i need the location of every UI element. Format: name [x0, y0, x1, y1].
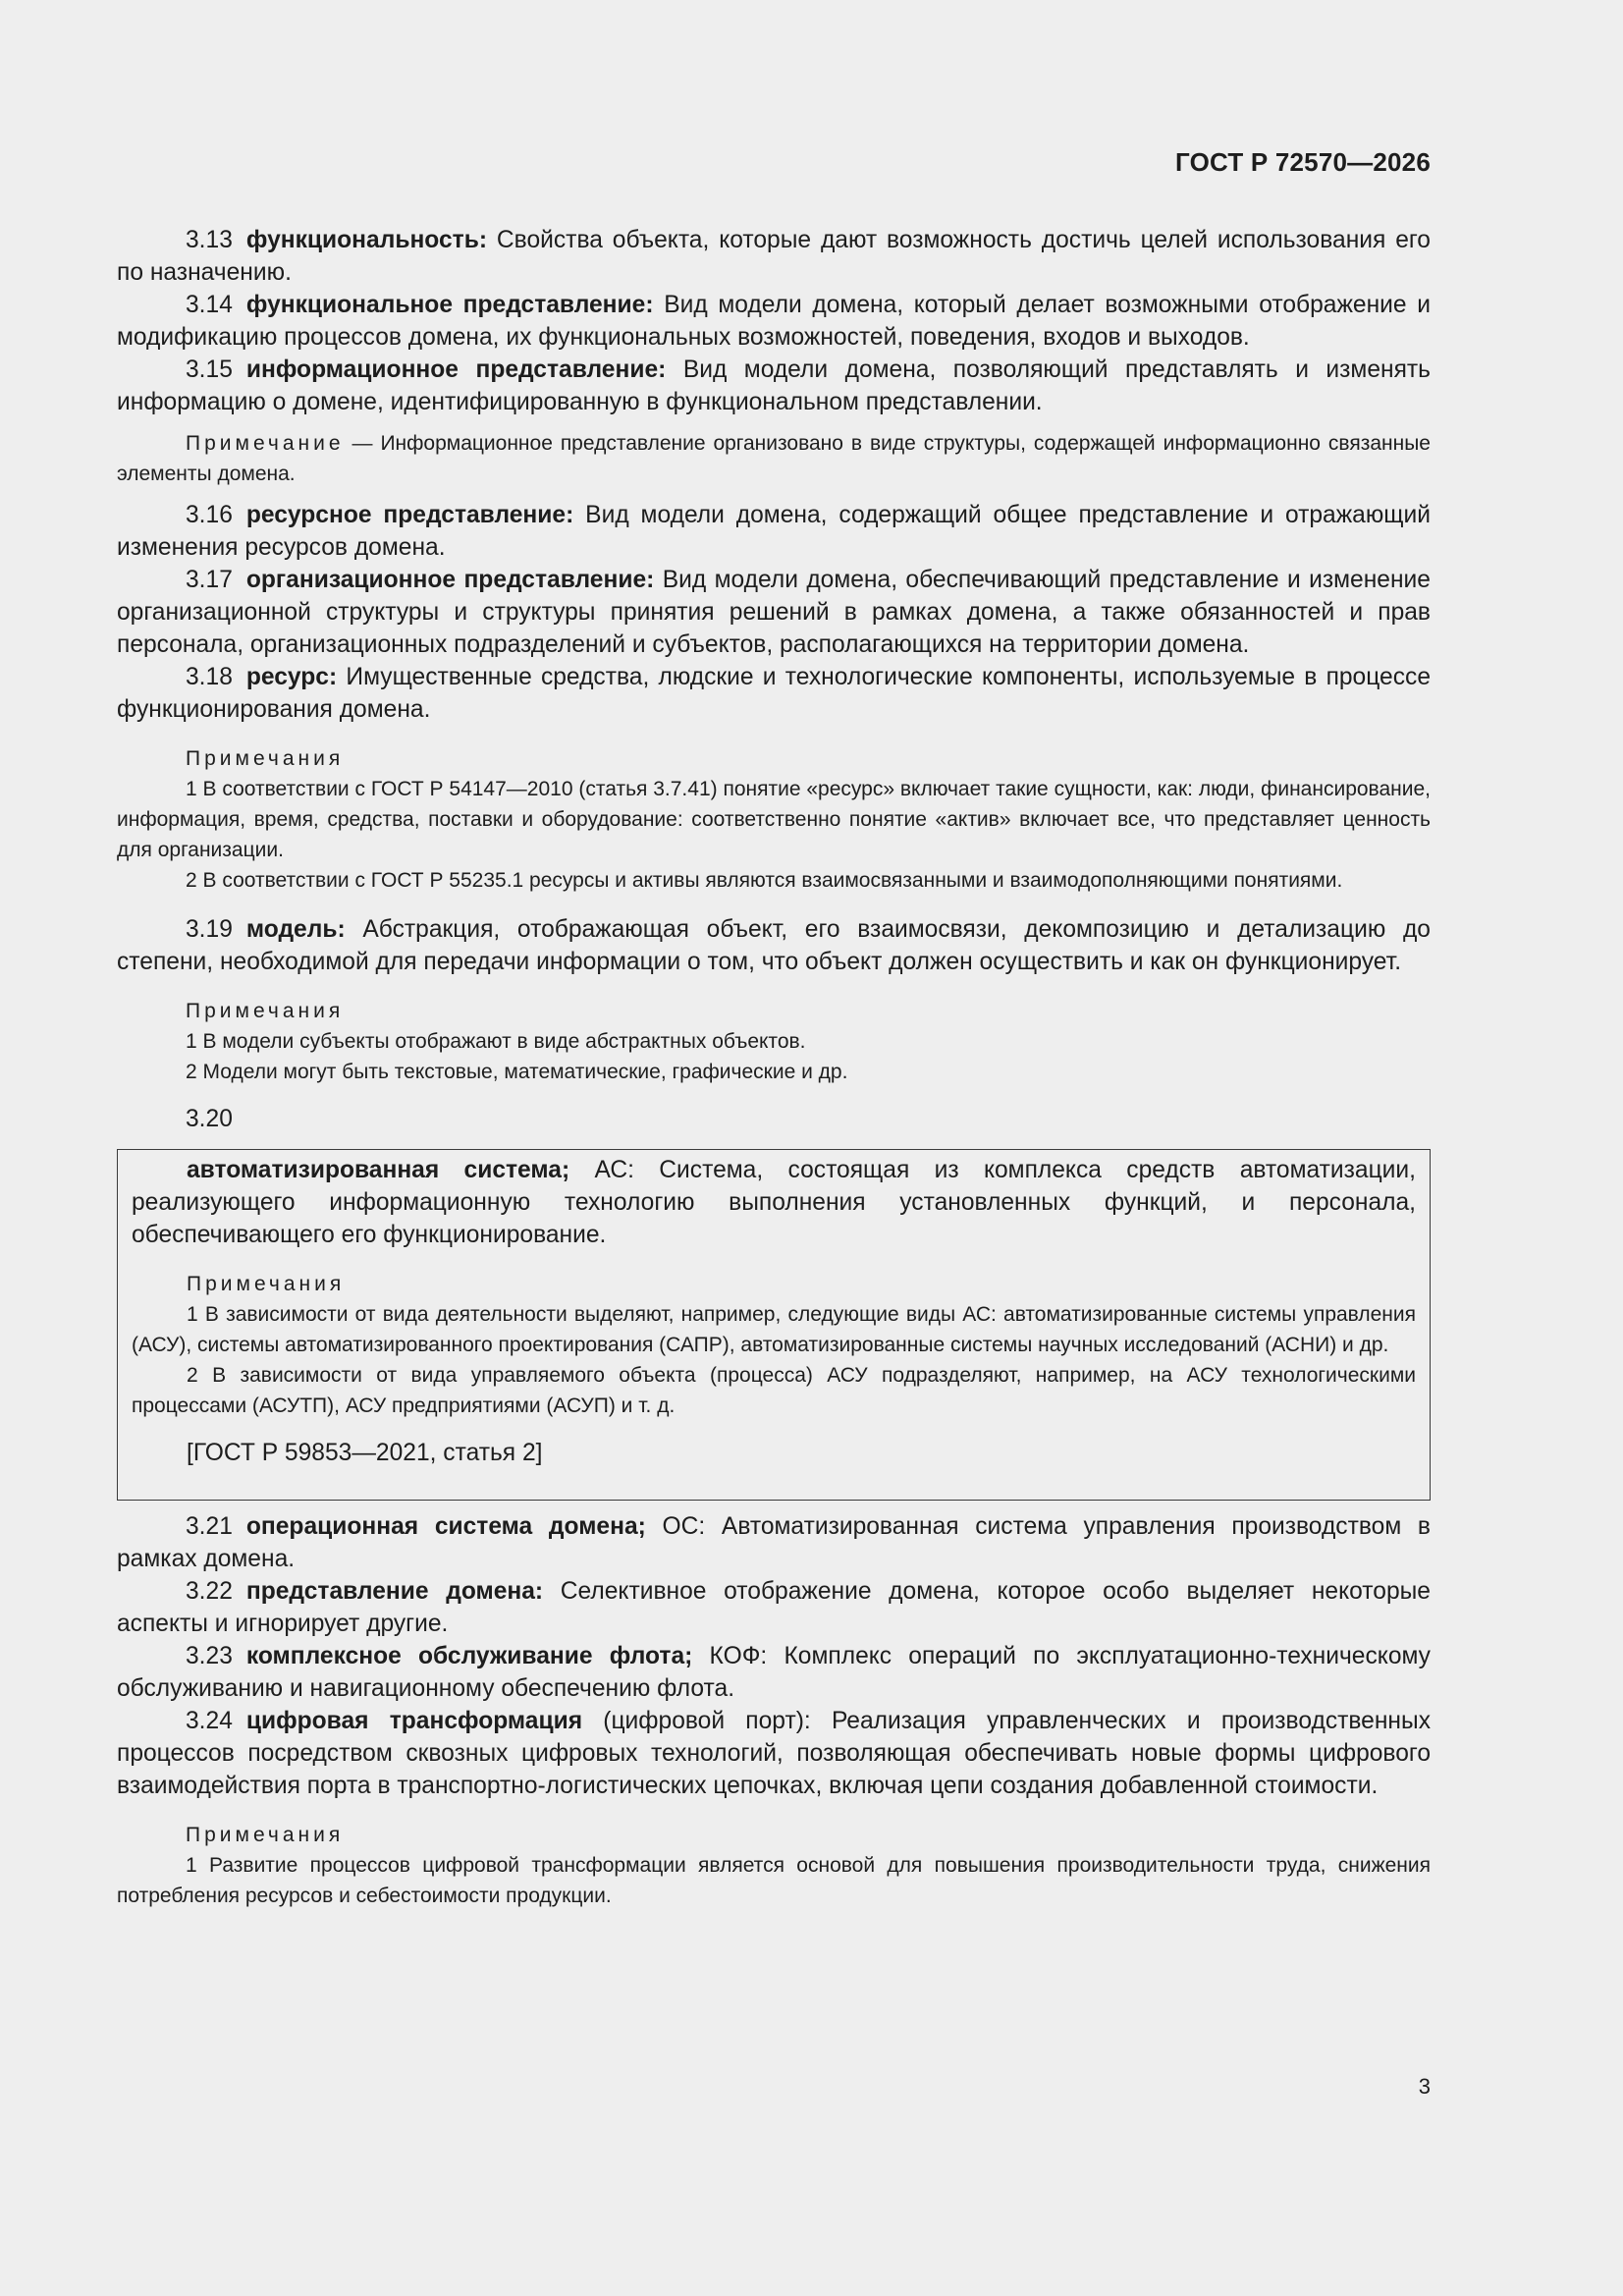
term-3-19: [117, 913, 1431, 978]
term-number: 3.21: [186, 1512, 233, 1540]
term-definition: Вид модели домена, который делает возможными отображение и модификацию процессов домена, их функциональных возможностей, поведения, входов и выходов.: [117, 292, 1431, 351]
term-number: 3.22: [186, 1577, 233, 1605]
term-number: 3.15: [186, 356, 233, 383]
term-3-17: [117, 564, 1431, 661]
term-name: организационное представление:: [245, 567, 655, 593]
term-3-21: [117, 1510, 1431, 1575]
term-number: 3.17: [186, 567, 233, 593]
term-name: автоматизированная система;: [187, 1157, 570, 1183]
term-3-22: [117, 1575, 1431, 1640]
term-definition: Вид модели домена, обеспечивающий представление и изменение организационной структуры и структуры принятия решений в рамках домена, а также обязанностей и прав персонала, организационных подразделений и субъектов, располагающихся на территории домена.: [117, 567, 1431, 658]
term-definition: Абстракция, отображающая объект, его взаимосвязи, декомпозицию и детализацию до степени, необходимой для передачи информации о том, что объект должен осуществить и как он функционирует.: [117, 916, 1431, 975]
term-3-18: [117, 661, 1431, 726]
term-name: цифровая трансформация: [245, 1707, 583, 1734]
note-3-18-1: 1 В соответствии с ГОСТ Р 54147—2010 (статья 3.7.41) понятие «ресурс» включает такие сущности, как: люди, финансирование, информация, время, средства, поставки и оборудование: соответственно понятие «актив» включает все, что представляет ценность для организации.: [117, 778, 1431, 861]
term-3-14: [117, 289, 1431, 354]
note-3-15: [117, 428, 1431, 489]
term-3-13: [117, 224, 1431, 289]
term-number: 3.23: [186, 1642, 233, 1669]
note-3-20-1: 1 В зависимости от вида деятельности выделяют, например, следующие виды АС: автоматизированные системы управления (АСУ), системы автоматизированного проектирования (САПР), автоматизированные системы научных исследований (АСНИ) и др.: [132, 1303, 1416, 1356]
note-3-19-1: 1 В модели субъекты отображают в виде абстрактных объектов.: [186, 1030, 806, 1053]
term-3-20-number: 3.20: [186, 1106, 233, 1132]
term-name: модель:: [245, 916, 346, 943]
term-definition: ОС: Автоматизированная система управления производством в рамках домена.: [117, 1512, 1431, 1572]
page-number: 3: [1418, 2074, 1431, 2099]
term-3-20: [132, 1154, 1416, 1251]
term-name: комплексное обслуживание флота;: [245, 1642, 693, 1669]
term-name: операционная система домена;: [245, 1512, 646, 1540]
term-3-23: [117, 1640, 1431, 1705]
term-name: функциональное представление:: [245, 292, 654, 318]
note-3-20-2: 2 В зависимости от вида управляемого объекта (процесса) АСУ подразделяют, например, на АСУ технологическими процессами (АСУТП), АСУ предприятиями (АСУП) и т. д.: [132, 1364, 1416, 1417]
page-body: [117, 224, 1431, 1911]
term-name: информационное представление:: [245, 356, 667, 383]
term-3-20-source: [ГОСТ Р 59853—2021, статья 2]: [187, 1440, 543, 1466]
term-3-24: [117, 1705, 1431, 1802]
document-code-header: ГОСТ Р 72570—2026: [1175, 147, 1431, 177]
term-definition: Свойства объекта, которые дают возможность достичь целей использования его по назначению.: [117, 227, 1431, 286]
notes-title-3-19: Примечания: [186, 1000, 345, 1022]
term-name: ресурсное представление:: [245, 502, 574, 528]
term-definition: Имущественные средства, людские и технологические компоненты, используемые в процессе функционирования домена.: [117, 664, 1431, 723]
note-3-18-2: 2 В соответствии с ГОСТ Р 55235.1 ресурсы и активы являются взаимосвязанными и взаимодополняющими понятиями.: [186, 869, 1343, 892]
note-3-24-1: 1 Развитие процессов цифровой трансформации является основой для повышения производительности труда, снижения потребления ресурсов и себестоимости продукции.: [117, 1853, 1431, 1907]
term-name: представление домена:: [245, 1577, 544, 1605]
term-3-20-box: [117, 1149, 1431, 1501]
term-definition: (цифровой порт): Реализация управленческих и производственных процессов посредством сквозных цифровых технологий, позволяющая обеспечивать новые формы цифрового взаимодействия порта в транспортно-логистических цепочках, включая цепи создания добавленной стоимости.: [117, 1707, 1431, 1799]
note-label: Примечание: [186, 432, 345, 455]
term-number: 3.13: [186, 227, 233, 253]
term-number: 3.18: [186, 664, 233, 690]
term-definition: АС: Система, состоящая из комплекса средств автоматизации, реализующего информационную технологию выполнения установленных функций, и персонала, обеспечивающего его функционирование.: [132, 1157, 1416, 1248]
notes-title-3-20: Примечания: [187, 1273, 346, 1295]
notes-title-3-24: Примечания: [186, 1823, 345, 1846]
term-number: 3.16: [186, 502, 233, 528]
term-number: 3.19: [186, 916, 233, 943]
term-3-16: [117, 499, 1431, 564]
term-definition: Селективное отображение домена, которое особо выделяет некоторые аспекты и игнорирует другие.: [117, 1577, 1431, 1637]
term-definition: Вид модели домена, содержащий общее представление и отражающий изменения ресурсов домена.: [117, 502, 1431, 561]
term-definition: Вид модели домена, позволяющий представлять и изменять информацию о домене, идентифицированную в функциональном представлении.: [117, 356, 1431, 415]
term-3-15: [117, 354, 1431, 418]
term-name: ресурс:: [245, 664, 338, 690]
term-number: 3.24: [186, 1707, 233, 1734]
term-name: функциональность:: [245, 227, 488, 253]
note-3-19-2: 2 Модели могут быть текстовые, математические, графические и др.: [186, 1061, 848, 1083]
notes-title-3-18: Примечания: [186, 747, 345, 770]
note-text: — Информационное представление организовано в виде структуры, содержащей информационно связанные элементы домена.: [117, 432, 1431, 485]
term-definition: КОФ: Комплекс операций по эксплуатационно-техническому обслуживанию и навигационному обеспечению флота.: [117, 1642, 1431, 1702]
term-number: 3.14: [186, 292, 233, 318]
